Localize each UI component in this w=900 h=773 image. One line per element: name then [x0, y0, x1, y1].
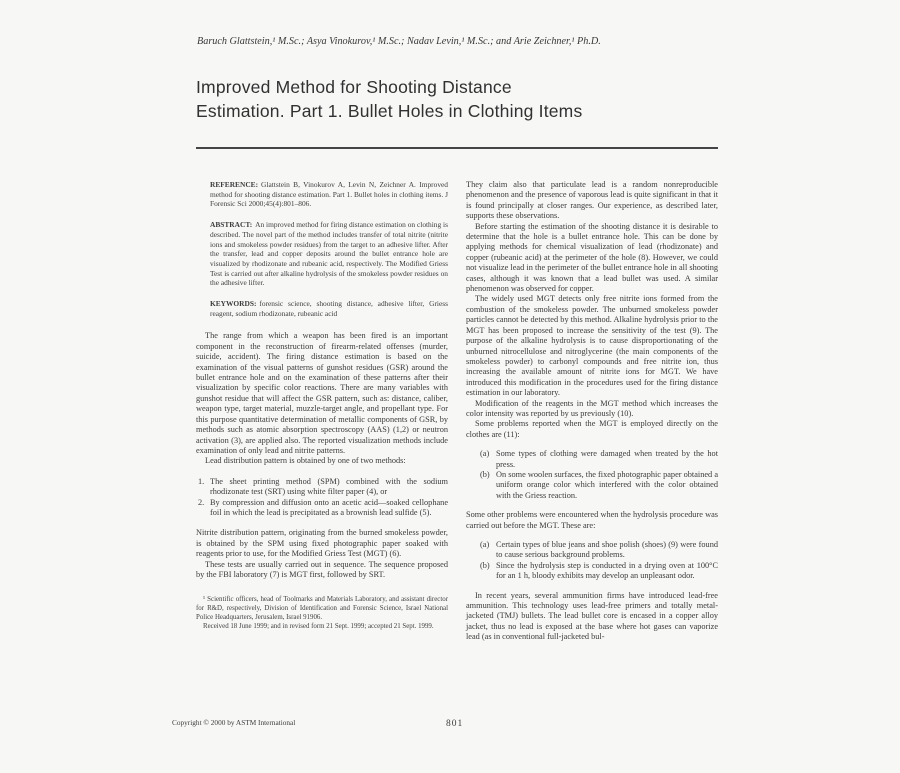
list-item [198, 498, 448, 519]
paper-title [196, 76, 718, 123]
paragraph: They claim also that particulate lead is a random nonreproducible phenomenon and the presence of vaporous lead is quite significant in that it is found principally at closer ranges. Our experience, as described later, supports these observations. [466, 180, 718, 221]
paragraph: Lead distribution pattern is obtained by one of two methods: [205, 456, 406, 466]
list-marker: 1. [198, 476, 205, 486]
numbered-list [196, 477, 448, 519]
list-item-text: Since the hydrolysis step is conducted in a drying oven at 100°C for an 1 h, bloody exhibits may develop an unpleasant odor. [496, 560, 718, 581]
left-column-body [196, 331, 448, 631]
list-marker: (a) [480, 540, 490, 549]
list-marker: (b) [480, 469, 490, 479]
footnote-dates: Received 18 June 1999; and in revised form 21 Sept. 1999; accepted 21 Sept. 1999. [203, 623, 434, 631]
front-matter [210, 180, 448, 318]
alpha-list [466, 540, 718, 582]
reference-text: Glattstein B, Vinokurov A, Levin N, Zeichner A. Improved method for shooting distance estimation. Part 1. Bullet holes in clothing items. J Forensic Sci 2000;45(4):801–806. [210, 180, 448, 209]
list-item-text: The sheet printing method (SPM) combined with the sodium rhodizonate test (SRT) using white filter paper (4), or [210, 476, 448, 497]
paper-title-line-1: Improved Method for Shooting Distance [196, 77, 512, 97]
list-marker: 2. [198, 497, 205, 507]
list-item-text: Certain types of blue jeans and shoe polish (shoes) (9) were found to cause serious background problems. [496, 540, 718, 560]
paragraph: In recent years, several ammunition firms have introduced lead-free ammunition. This technology uses lead-free primers and totally metal-jacketed (TMJ) bullets. The lead bullet core is encased in a copper alloy jacket, thus no lead is exposed at the base where hot gases can vaporize lead (as in conventional full-jacketed bul- [466, 590, 718, 642]
paragraph: Before starting the estimation of the shooting distance it is desirable to determine that the hole is a bullet entrance hole. This can be done by applying methods for chemical visualization of lead (rhodizonate) and copper (rubeanic acid) at the perimeter of the hole (8). However, we could not visualize lead in the perimeter of the bullet entrance hole in all shooting cases, although it was known that a lead bullet was used. A similar phenomenon was observed for copper. [466, 221, 718, 294]
abstract-label: ABSTRACT: [210, 220, 253, 230]
paper-title-line-2: Estimation. Part 1. Bullet Holes in Clothing Items [196, 100, 583, 121]
paragraph: Some problems reported when the MGT is employed directly on the clothes are (11): [466, 419, 718, 439]
list-item-text: Some types of clothing were damaged when treated by the hot press. [496, 449, 718, 469]
keywords-text: forensic science, shooting distance, adhesive lifter, Griess reagent, sodium rhodizonate, rubeanic acid [210, 299, 448, 318]
list-marker: (a) [480, 449, 490, 459]
author-footnote [196, 595, 448, 631]
alpha-list [466, 449, 718, 501]
list-item [480, 561, 718, 582]
list-item [480, 449, 718, 470]
list-item-text: By compression and diffusion onto an acetic acid—soaked cellophane foil in which the lead is precipitated as a brownish lead sulfide (5). [210, 497, 448, 517]
paragraph: The range from which a weapon has been fired is an important component in the reconstruction of firearm-related offenses (murder, suicide, accident). The firing distance estimation is based on the examination of the visual patterns of gunshot residues (GSR) around the bullet entrance hole and on the examination of these patterns after their visualization by specific color reactions. There are many variables with gunshot residue that will affect the GSR pattern, such as: distance, caliber, weapon type, target material, muzzle-target angle, and propellant type. For this purpose quantitative determination of metallic components of GSR, by methods such as atomic absorption spectroscopy (AAS) (1,2) or neutron activation (3), are applied also. The reported visualization methods include examination of only lead and nitrite patterns. [196, 331, 448, 455]
page-number: 801 [446, 719, 464, 729]
abstract-block [210, 220, 448, 288]
paragraph: Some other problems were encountered when the hydrolysis procedure was carried out before the MGT. These are: [466, 510, 718, 530]
paragraph: These tests are usually carried out in sequence. The sequence proposed by the FBI laboratory (7) is MGT first, followed by SRT. [196, 559, 448, 579]
list-marker: (b) [480, 560, 490, 570]
keywords-block [210, 299, 448, 318]
footnote-affiliation: ¹ Scientific officers, head of Toolmarks and Materials Laboratory, and assistant director for R&D, respectively, Division of Identification and Forensic Science, Israel National Police Headquarters, Jerusalem, Israel 91906. [196, 596, 448, 622]
list-item [480, 470, 718, 501]
list-item [198, 477, 448, 498]
list-item [480, 540, 718, 561]
paragraph: The widely used MGT detects only free nitrite ions formed from the combustion of the smokeless powder. The unburned smokeless powder particles cannot be detected by this method. Alkaline hydrolysis prior to the MGT has been proposed to increase the sensitivity of the test (9). The purpose of the alkaline hydrolysis is to cause disproportionating of the unburned nitrocellulose and nitroglycerine (the main components of the smokeless powder) to carbonyl compounds and free nitrite ion, thus increasing the available amount of nitrite ions for MGT. We have introduced this modification in the procedures used for the firing distance estimation in our laboratory. [466, 294, 718, 398]
list-item-text: On some woolen surfaces, the fixed photographic paper obtained a uniform orange color which interfered with the color obtained with the Griess reaction. [496, 469, 718, 500]
copyright-notice: Copyright © 2000 by ASTM International [172, 718, 296, 727]
reference-label: REFERENCE: [210, 180, 259, 189]
right-column [466, 180, 718, 643]
abstract-text: An improved method for firing distance estimation on clothing is described. The novel part of the method includes transfer of total nitrite (nitrite ions and smokeless powder residues) from the target to an adhesive lifter. After the transfer, lead and copper deposits around the bullet entrance hole are visualized by rhodizonate and rubeanic acid, respectively. The Modified Griess Test is carried out after alkaline hydrolysis of the smokeless powder residues on the adhesive lifter. [210, 220, 448, 288]
title-divider-rule [196, 147, 718, 149]
keywords-label: KEYWORDS: [210, 299, 257, 309]
paragraph: Nitrite distribution pattern, originating from the burned smokeless powder, is obtained by the SPM using fixed photographic paper soaked with reagents prior to use, for the Modified Griess Test (MGT) (6). [196, 528, 448, 559]
paragraph: Modification of the reagents in the MGT method which increases the color intensity was reported by us previously (10). [466, 398, 718, 418]
authors-line: Baruch Glattstein,¹ M.Sc.; Asya Vinokurov,¹ M.Sc.; Nadav Levin,¹ M.Sc.; and Arie Zeichner,¹ Ph.D. [197, 36, 601, 47]
left-column [196, 180, 448, 631]
reference-block [210, 180, 448, 209]
